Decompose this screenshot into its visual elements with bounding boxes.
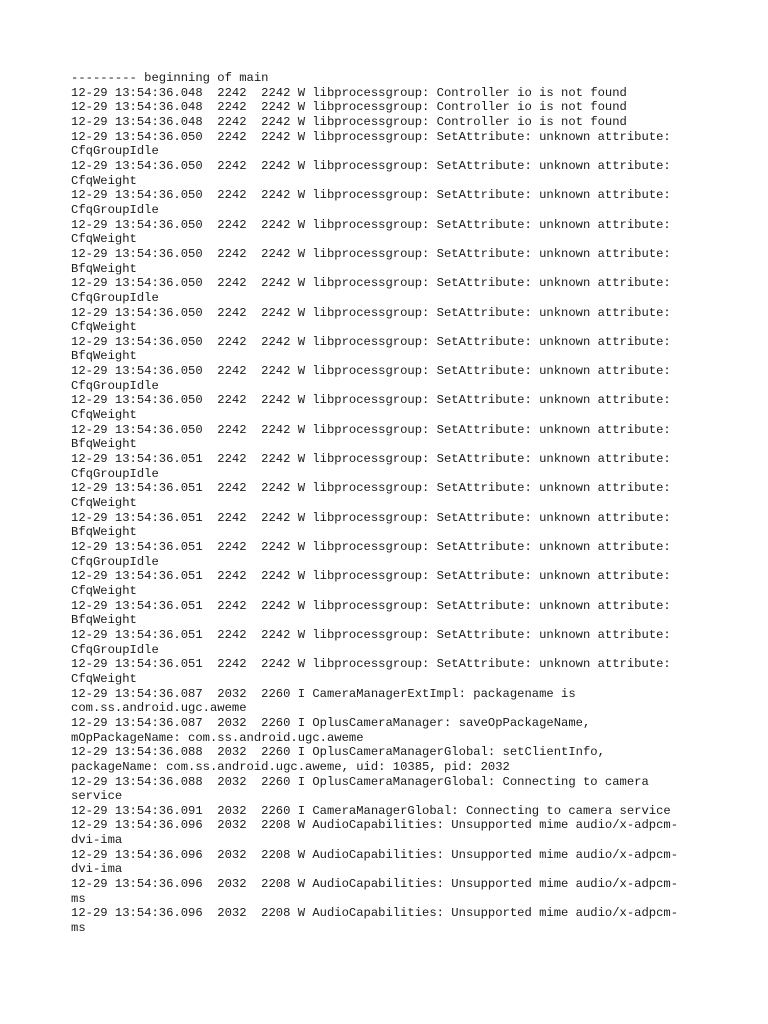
log-line: 12-29 13:54:36.096 2032 2208 W AudioCapabilities: Unsupported mime audio/x-adpcm- xyxy=(71,847,679,862)
log-line: 12-29 13:54:36.096 2032 2208 W AudioCapabilities: Unsupported mime audio/x-adpcm- xyxy=(71,818,679,833)
log-line: 12-29 13:54:36.051 2242 2242 W libprocessgroup: SetAttribute: unknown attribute: xyxy=(71,657,671,672)
log-line: packageName: com.ss.android.ugc.aweme, uid: 10385, pid: 2032 xyxy=(71,759,510,774)
log-line: 12-29 13:54:36.051 2242 2242 W libprocessgroup: SetAttribute: unknown attribute: xyxy=(71,598,671,613)
log-line: BfqWeight xyxy=(71,437,137,452)
log-document xyxy=(71,71,711,936)
log-line: 12-29 13:54:36.096 2032 2208 W AudioCapabilities: Unsupported mime audio/x-adpcm- xyxy=(71,877,679,892)
log-line: 12-29 13:54:36.088 2032 2260 I OplusCameraManagerGlobal: Connecting to camera xyxy=(71,774,649,789)
log-line: 12-29 13:54:36.091 2032 2260 I CameraManagerGlobal: Connecting to camera service xyxy=(71,803,671,818)
log-line: CfqWeight xyxy=(71,583,137,598)
log-line: BfqWeight xyxy=(71,349,137,364)
log-line: 12-29 13:54:36.051 2242 2242 W libprocessgroup: SetAttribute: unknown attribute: xyxy=(71,569,671,584)
log-line: CfqGroupIdle xyxy=(71,202,159,217)
log-line: 12-29 13:54:36.050 2242 2242 W libprocessgroup: SetAttribute: unknown attribute: xyxy=(71,246,671,261)
log-line: 12-29 13:54:36.087 2032 2260 I OplusCameraManager: saveOpPackageName, xyxy=(71,715,591,730)
log-line: 12-29 13:54:36.050 2242 2242 W libprocessgroup: SetAttribute: unknown attribute: xyxy=(71,334,671,349)
log-line: CfqGroupIdle xyxy=(71,466,159,481)
log-line: CfqGroupIdle xyxy=(71,554,159,569)
log-line: CfqGroupIdle xyxy=(71,642,159,657)
log-line: 12-29 13:54:36.050 2242 2242 W libprocessgroup: SetAttribute: unknown attribute: xyxy=(71,364,671,379)
log-line: 12-29 13:54:36.050 2242 2242 W libprocessgroup: SetAttribute: unknown attribute: xyxy=(71,305,671,320)
log-line: 12-29 13:54:36.050 2242 2242 W libprocessgroup: SetAttribute: unknown attribute: xyxy=(71,158,671,173)
log-line: 12-29 13:54:36.048 2242 2242 W libprocessgroup: Controller io is not found xyxy=(71,85,627,100)
log-line: 12-29 13:54:36.050 2242 2242 W libprocessgroup: SetAttribute: unknown attribute: xyxy=(71,129,671,144)
log-line: 12-29 13:54:36.051 2242 2242 W libprocessgroup: SetAttribute: unknown attribute: xyxy=(71,627,671,642)
log-line: BfqWeight xyxy=(71,613,137,628)
log-line: 12-29 13:54:36.048 2242 2242 W libprocessgroup: Controller io is not found xyxy=(71,100,627,115)
log-line: CfqGroupIdle xyxy=(71,378,159,393)
log-line: 12-29 13:54:36.051 2242 2242 W libprocessgroup: SetAttribute: unknown attribute: xyxy=(71,481,671,496)
log-line: CfqGroupIdle xyxy=(71,144,159,159)
log-line: 12-29 13:54:36.087 2032 2260 I CameraManagerExtImpl: packagename is xyxy=(71,686,576,701)
log-line: 12-29 13:54:36.096 2032 2208 W AudioCapabilities: Unsupported mime audio/x-adpcm- xyxy=(71,906,679,921)
log-line: com.ss.android.ugc.aweme xyxy=(71,701,247,716)
log-line: BfqWeight xyxy=(71,525,137,540)
log-line: ms xyxy=(71,921,86,936)
log-text xyxy=(71,71,711,936)
log-line: 12-29 13:54:36.048 2242 2242 W libprocessgroup: Controller io is not found xyxy=(71,114,627,129)
log-line: CfqWeight xyxy=(71,173,137,188)
log-line: CfqWeight xyxy=(71,671,137,686)
log-line: ms xyxy=(71,891,86,906)
log-line: 12-29 13:54:36.050 2242 2242 W libprocessgroup: SetAttribute: unknown attribute: xyxy=(71,217,671,232)
log-header: --------- beginning of main xyxy=(71,71,269,85)
log-line: 12-29 13:54:36.051 2242 2242 W libprocessgroup: SetAttribute: unknown attribute: xyxy=(71,540,671,554)
log-line: dvi-ima xyxy=(71,833,123,848)
log-line: 12-29 13:54:36.051 2242 2242 W libprocessgroup: SetAttribute: unknown attribute: xyxy=(71,510,671,525)
log-line: dvi-ima xyxy=(71,862,123,877)
log-line: CfqGroupIdle xyxy=(71,290,159,305)
log-line: 12-29 13:54:36.050 2242 2242 W libprocessgroup: SetAttribute: unknown attribute: xyxy=(71,276,671,291)
log-line: BfqWeight xyxy=(71,261,137,276)
log-line: mOpPackageName: com.ss.android.ugc.aweme xyxy=(71,730,364,745)
log-line: 12-29 13:54:36.050 2242 2242 W libprocessgroup: SetAttribute: unknown attribute: xyxy=(71,393,671,408)
log-line: 12-29 13:54:36.050 2242 2242 W libprocessgroup: SetAttribute: unknown attribute: xyxy=(71,188,671,203)
log-line: CfqWeight xyxy=(71,496,137,511)
log-line: 12-29 13:54:36.051 2242 2242 W libprocessgroup: SetAttribute: unknown attribute: xyxy=(71,452,671,467)
log-line: CfqWeight xyxy=(71,232,137,247)
log-line: 12-29 13:54:36.050 2242 2242 W libprocessgroup: SetAttribute: unknown attribute: xyxy=(71,422,671,437)
log-line: service xyxy=(71,789,123,804)
log-line: 12-29 13:54:36.088 2032 2260 I OplusCameraManagerGlobal: setClientInfo, xyxy=(71,745,605,760)
log-line: CfqWeight xyxy=(71,320,137,335)
log-line: CfqWeight xyxy=(71,408,137,423)
